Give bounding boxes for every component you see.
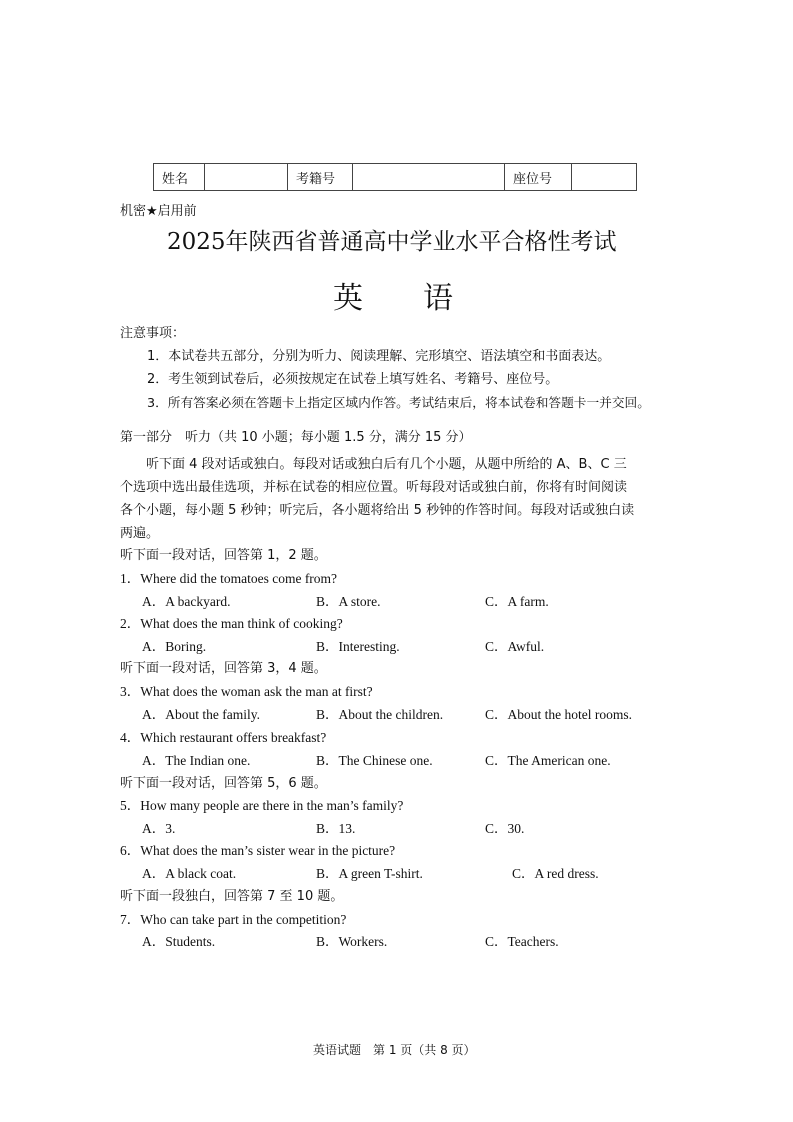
page-footer: 英语试题 第 1 页（共 8 页） bbox=[313, 1043, 476, 1057]
part1-paragraph-line: 听下面 4 段对话或独白。每段对话或独白后有几个小题，从题中所给的 A、B、C 三 bbox=[120, 457, 627, 472]
option-c: C．The American one. bbox=[485, 753, 611, 768]
notice-item: 1．本试卷共五部分，分别为听力、阅读理解、完形填空、语法填空和书面表达。 bbox=[147, 349, 611, 364]
option-c: C．30. bbox=[485, 821, 525, 836]
part1-heading: 第一部分 听力（共 10 小题；每小题 1.5 分，满分 15 分） bbox=[120, 430, 472, 445]
option-a: A．3. bbox=[142, 821, 176, 836]
name-label: 姓名 bbox=[154, 164, 205, 191]
question: 5．How many people are there in the man’s family? bbox=[120, 798, 404, 813]
part1-paragraph-line: 个选项中选出最佳选项，并标在试卷的相应位置。听每段对话或独白前，你将有时间阅读 bbox=[120, 480, 628, 495]
option-a: A．Students. bbox=[142, 934, 216, 949]
option-b: B．About the children. bbox=[316, 707, 444, 722]
notice-item: 3．所有答案必须在答题卡上指定区域内作答。考试结束后，将本试卷和答题卡一并交回。 bbox=[147, 395, 650, 410]
confidential-label: 机密★启用前 bbox=[120, 204, 197, 219]
name-field[interactable] bbox=[205, 164, 288, 191]
option-c: C．A farm. bbox=[485, 594, 549, 609]
option-a: A．Boring. bbox=[142, 639, 207, 654]
option-a: A．A backyard. bbox=[142, 594, 231, 609]
option-c: C．Awful. bbox=[485, 639, 545, 654]
subject-title: 英 语 bbox=[333, 281, 453, 316]
section-instruction: 听下面一段独白，回答第 7 至 10 题。 bbox=[120, 889, 344, 904]
option-b: B．13. bbox=[316, 821, 356, 836]
option-a: A．A black coat. bbox=[142, 866, 237, 881]
id-field[interactable] bbox=[353, 164, 505, 191]
id-label: 考籍号 bbox=[288, 164, 353, 191]
part1-paragraph-line: 两遍。 bbox=[120, 526, 160, 541]
option-c: C．Teachers. bbox=[485, 934, 559, 949]
option-b: B．A green T-shirt. bbox=[316, 866, 423, 881]
seat-field[interactable] bbox=[572, 164, 637, 191]
option-a: A．About the family. bbox=[142, 707, 260, 722]
part1-paragraph-line: 各个小题，每小题 5 秒钟；听完后，各小题将给出 5 秒钟的作答时间。每段对话或独白读 bbox=[120, 503, 635, 518]
question: 6．What does the man’s sister wear in the picture? bbox=[120, 843, 396, 858]
option-a: A．The Indian one. bbox=[142, 753, 251, 768]
question: 2．What does the man think of cooking? bbox=[120, 616, 343, 631]
section-instruction: 听下面一段对话，回答第 5，6 题。 bbox=[120, 776, 327, 791]
question: 7．Who can take part in the competition? bbox=[120, 912, 347, 927]
notice-item: 2．考生领到试卷后，必须按规定在试卷上填写姓名、考籍号、座位号。 bbox=[147, 372, 559, 387]
student-info-table bbox=[153, 163, 637, 191]
option-b: B．Interesting. bbox=[316, 639, 400, 654]
seat-label: 座位号 bbox=[505, 164, 572, 191]
option-b: B．Workers. bbox=[316, 934, 388, 949]
option-b: B．A store. bbox=[316, 594, 381, 609]
page-title: 2025年陕西省普通高中学业水平合格性考试 bbox=[167, 229, 617, 255]
question: 4．Which restaurant offers breakfast? bbox=[120, 730, 327, 745]
question: 1．Where did the tomatoes come from? bbox=[120, 571, 338, 586]
question: 3．What does the woman ask the man at first? bbox=[120, 684, 373, 699]
option-b: B．The Chinese one. bbox=[316, 753, 433, 768]
option-c: C．About the hotel rooms. bbox=[485, 707, 632, 722]
notice-heading: 注意事项： bbox=[120, 326, 186, 341]
section-instruction: 听下面一段对话，回答第 3，4 题。 bbox=[120, 661, 327, 676]
option-c: C．A red dress. bbox=[512, 866, 599, 881]
section-instruction: 听下面一段对话，回答第 1，2 题。 bbox=[120, 548, 327, 563]
